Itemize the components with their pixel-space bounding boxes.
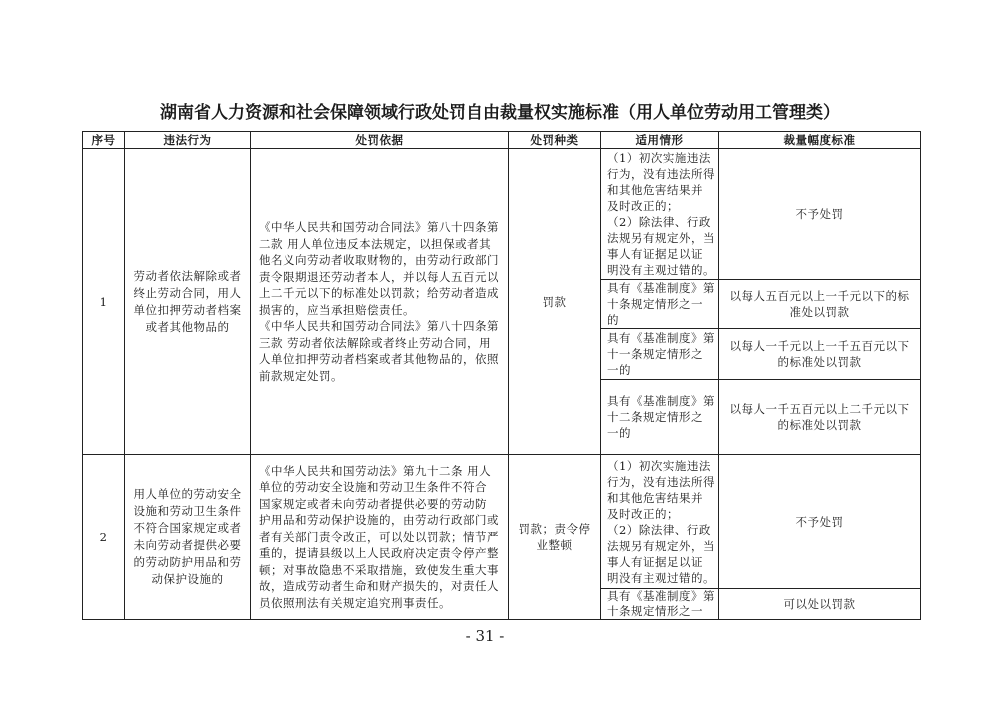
- circumstance-cell: （1）初次实施违法 行为，没有违法所得 和其他危害结果并 及时改正的； （2）除法律、行政 法规另有规定外，当 事人有证据足以证 明没有主观过错的。: [601, 149, 719, 280]
- serial-number-cell: 2: [83, 455, 125, 620]
- discretion-standard-table: [82, 131, 921, 620]
- header-violation: 违法行为: [125, 132, 251, 149]
- violation-cell: 劳动者依法解除或者 终止劳动合同，用人 单位扣押劳动者档案 或者其他物品的: [125, 149, 251, 455]
- violation-cell: 用人单位的劳动安全 设施和劳动卫生条件 不符合国家规定或者 未向劳动者提供必要 的劳动防护用品和劳 动保护设施的: [125, 455, 251, 620]
- header-discretion-standard: 裁量幅度标准: [719, 132, 921, 149]
- discretion-standard-cell: 不予处罚: [719, 455, 921, 589]
- header-penalty-basis: 处罚依据: [251, 132, 509, 149]
- circumstance-cell: （1）初次实施违法 行为，没有违法所得 和其他危害结果并 及时改正的； （2）除法律、行政 法规另有规定外，当 事人有证据足以证 明没有主观过错的。: [601, 455, 719, 589]
- table-header-row: [83, 132, 921, 149]
- penalty-basis-cell: 《中华人民共和国劳动合同法》第八十四条第 二款 用人单位违反本法规定，以担保或者其 他名义向劳动者收取财物的，由劳动行政部门 责令限期退还劳动者本人，并以每人五百元以 上二千元以下的标准处以罚款；给劳动者造成 损害的，应当承担赔偿责任。 《中华人民共和国劳动合同法》第八十四条第 三款 劳动者依法解除或者终止劳动合同，用 人单位扣押劳动者档案或者其他物品的，依照 前款规定处罚。: [251, 149, 509, 455]
- document-title: 湖南省人力资源和社会保障领域行政处罚自由裁量权实施标准（用人单位劳动用工管理类）: [160, 103, 840, 123]
- discretion-standard-cell: 以每人一千五百元以上二千元以下 的标准处以罚款: [719, 380, 921, 455]
- header-applicable-circumstance: 适用情形: [601, 132, 719, 149]
- penalty-basis-cell: 《中华人民共和国劳动法》第九十二条 用人 单位的劳动安全设施和劳动卫生条件不符合 国家规定或者未向劳动者提供必要的劳动防 护用品和劳动保护设施的，由劳动行政部门或 者有关部门责令改正，可以处以罚款；情节严 重的，提请县级以上人民政府决定责令停产整 顿；对事故隐患不采取措施，致使发生重大事 故，造成劳动者生命和财产损失的，对责任人 员依照刑法有关规定追究刑事责任。: [251, 455, 509, 620]
- serial-number-cell: 1: [83, 149, 125, 455]
- circumstance-cell: 具有《基准制度》第 十一条规定情形之 一的: [601, 329, 719, 380]
- discretion-standard-cell: 以每人五百元以上一千元以下的标 准处以罚款: [719, 280, 921, 329]
- circumstance-cell: 具有《基准制度》第 十二条规定情形之 一的: [601, 380, 719, 455]
- discretion-standard-cell: 不予处罚: [719, 149, 921, 280]
- header-penalty-type: 处罚种类: [509, 132, 601, 149]
- table-row: [83, 455, 921, 589]
- page-number: - 31 -: [465, 627, 505, 645]
- discretion-standard-cell: 以每人一千元以上一千五百元以下 的标准处以罚款: [719, 329, 921, 380]
- penalty-type-cell: 罚款；责令停 业整顿: [509, 455, 601, 620]
- discretion-standard-cell: 可以处以罚款: [719, 589, 921, 620]
- circumstance-cell: 具有《基准制度》第 十条规定情形之一: [601, 589, 719, 620]
- header-serial-number: 序号: [83, 132, 125, 149]
- penalty-type-cell: 罚款: [509, 149, 601, 455]
- table-row: [83, 149, 921, 280]
- circumstance-cell: 具有《基准制度》第 十条规定情形之一 的: [601, 280, 719, 329]
